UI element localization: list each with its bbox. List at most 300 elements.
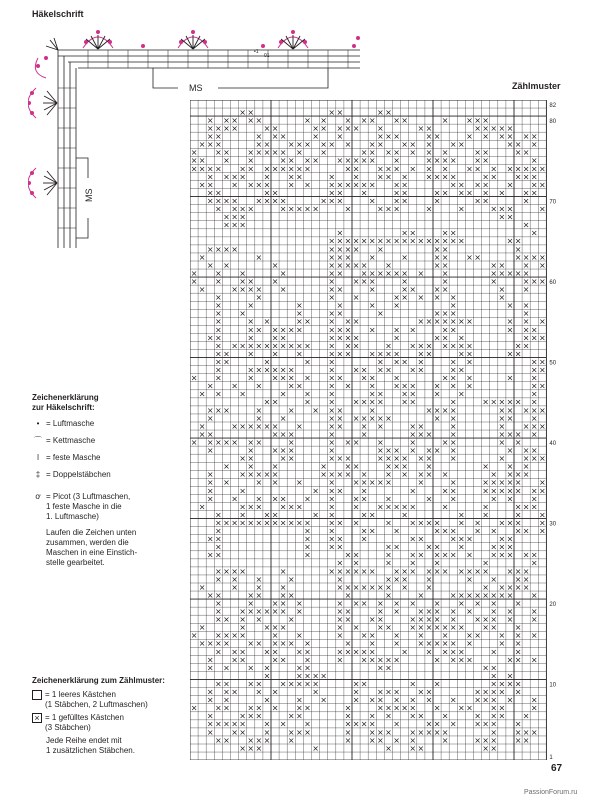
filled-cell: ×	[522, 421, 530, 431]
filled-cell: ×	[328, 172, 336, 182]
filled-cell: ×	[352, 566, 360, 576]
filled-cell: ×	[287, 735, 295, 745]
filled-cell: ×	[425, 719, 433, 729]
filled-cell: ×	[482, 687, 490, 697]
filled-cell: ×	[530, 494, 538, 504]
filled-cell: ×	[279, 196, 287, 206]
filled-cell: ×	[506, 413, 514, 423]
filled-cell: ×	[498, 542, 506, 552]
filled-cell: ×	[401, 196, 409, 206]
filled-cell: ×	[506, 212, 514, 222]
filled-cell: ×	[360, 647, 368, 657]
filled-cell: ×	[466, 703, 473, 713]
filled-cell: ×	[385, 743, 392, 753]
filled-cell: ×	[409, 598, 417, 608]
filled-cell: ×	[417, 454, 425, 464]
filled-cell: ×	[287, 204, 295, 214]
filled-cell: ×	[231, 341, 238, 351]
filled-cell: ×	[425, 687, 433, 697]
filled-cell: ×	[506, 132, 514, 142]
filled-cell: ×	[271, 639, 279, 649]
filled-cell: ×	[376, 244, 384, 254]
filled-cell: ×	[231, 124, 238, 133]
filled-cell: ×	[449, 373, 457, 383]
filled-cell: ×	[441, 631, 449, 641]
filled-cell: ×	[247, 341, 255, 351]
filled-cell: ×	[328, 502, 336, 512]
filled-cell: ×	[360, 494, 368, 504]
filled-cell: ×	[490, 268, 498, 278]
filled-cell: ×	[239, 623, 247, 633]
filled-cell: ×	[393, 115, 400, 125]
filled-cell: ×	[385, 711, 392, 721]
filled-cell: ×	[336, 405, 344, 415]
filled-cell: ×	[441, 236, 449, 246]
filled-cell: ×	[457, 236, 465, 246]
filled-cell: ×	[401, 188, 409, 198]
filled-cell: ×	[538, 405, 546, 415]
filled-cell: ×	[344, 156, 352, 166]
filled-cell: ×	[287, 574, 295, 584]
filled-cell: ×	[506, 405, 514, 415]
filled-cell: ×	[368, 719, 376, 729]
filled-cell: ×	[409, 711, 417, 721]
filled-cell: ×	[376, 607, 384, 616]
filled-cell: ×	[231, 437, 238, 447]
filled-cell: ×	[352, 276, 360, 286]
filled-cell: ×	[255, 325, 263, 335]
filled-cell: ×	[401, 357, 409, 367]
filled-cell: ×	[287, 365, 295, 375]
filled-cell: ×	[360, 486, 368, 496]
filled-cell: ×	[482, 566, 490, 576]
filled-cell: ×	[474, 735, 481, 745]
crochet-chart-title: Häkelschrift	[32, 9, 84, 19]
filled-cell: ×	[376, 164, 384, 174]
filled-cell: ×	[538, 510, 546, 520]
filled-cell: ×	[449, 397, 457, 407]
filled-cell: ×	[441, 285, 449, 294]
filled-cell: ×	[271, 462, 279, 472]
filled-cell: ×	[336, 124, 344, 133]
filled-cell: ×	[449, 478, 457, 488]
filled-cell: ×	[449, 301, 457, 311]
filled-cell: ×	[263, 317, 271, 327]
filled-cell: ×	[376, 502, 384, 512]
filled-cell: ×	[247, 663, 255, 673]
filled-cell: ×	[287, 140, 295, 150]
filled-cell: ×	[482, 462, 490, 472]
filled-cell: ×	[320, 196, 328, 206]
filled-cell: ×	[304, 180, 311, 190]
filled-cell: ×	[514, 236, 522, 246]
filled-cell: ×	[385, 172, 392, 182]
filled-cell: ×	[385, 268, 392, 278]
filled-cell: ×	[425, 462, 433, 472]
filled-cell: ×	[295, 421, 303, 431]
filled-cell: ×	[401, 236, 409, 246]
filled-cell: ×	[352, 317, 360, 327]
filled-cell: ×	[376, 663, 384, 673]
filled-cell: ×	[304, 655, 311, 665]
filled-cell: ×	[506, 615, 514, 625]
filled-cell: ×	[530, 365, 538, 375]
filled-cell: ×	[498, 188, 506, 198]
filled-cell: ×	[328, 268, 336, 278]
filled-cell: ×	[522, 132, 530, 142]
filled-cell: ×	[449, 140, 457, 150]
filled-cell: ×	[304, 518, 311, 528]
filled-cell: ×	[231, 381, 238, 391]
filled-cell: ×	[231, 687, 238, 697]
filled-cell: ×	[231, 212, 238, 222]
filled-cell: ×	[449, 655, 457, 665]
filled-cell: ×	[538, 276, 546, 286]
filled-cell: ×	[409, 446, 417, 455]
filled-cell: ×	[433, 607, 441, 616]
filled-cell: ×	[344, 462, 352, 472]
filled-cell: ×	[360, 365, 368, 375]
filled-cell: ×	[522, 285, 530, 294]
filled-cell: ×	[295, 598, 303, 608]
filled-cell: ×	[336, 196, 344, 206]
filled-cell: ×	[482, 156, 490, 166]
filled-cell: ×	[336, 607, 344, 616]
filled-cell: ×	[304, 719, 311, 729]
filled-cell: ×	[312, 486, 319, 496]
filled-cell: ×	[352, 365, 360, 375]
filled-cell: ×	[190, 164, 198, 174]
filled-cell: ×	[522, 188, 530, 198]
filled-cell: ×	[401, 180, 409, 190]
filled-cell: ×	[538, 518, 546, 528]
filled-cell: ×	[214, 341, 222, 351]
filled-cell: ×	[449, 293, 457, 303]
filled-cell: ×	[255, 132, 263, 142]
filled-cell: ×	[385, 478, 392, 488]
filled-cell: ×	[385, 260, 392, 270]
filled-cell: ×	[360, 115, 368, 125]
filled-cell: ×	[271, 631, 279, 641]
filled-cell: ×	[206, 405, 214, 415]
filled-cell: ×	[295, 607, 303, 616]
filled-cell: ×	[336, 470, 344, 480]
filled-cell: ×	[449, 429, 457, 439]
filled-cell: ×	[425, 317, 433, 327]
filled-cell: ×	[214, 615, 222, 625]
filled-cell: ×	[530, 558, 538, 568]
filled-cell: ×	[223, 156, 230, 166]
filled-cell: ×	[433, 558, 441, 568]
filled-cell: ×	[385, 446, 392, 455]
filled-cell: ×	[409, 285, 417, 294]
filled-cell: ×	[336, 598, 344, 608]
filled-cell: ×	[376, 454, 384, 464]
filled-cell: ×	[433, 389, 441, 399]
filled-cell: ×	[393, 607, 400, 616]
filled-cell: ×	[441, 244, 449, 254]
filled-cell: ×	[441, 115, 449, 125]
filled-cell: ×	[214, 164, 222, 174]
filled-cell: ×	[433, 639, 441, 649]
filled-cell: ×	[498, 454, 506, 464]
filled-cell: ×	[239, 268, 247, 278]
filled-cell: ×	[498, 124, 506, 133]
filled-cell: ×	[328, 236, 336, 246]
legend-text: = Picot (3 Luftmaschen, 1 feste Masche in die 1. Luftmasche)	[46, 492, 131, 521]
filled-cell: ×	[522, 325, 530, 335]
filled-cell: ×	[360, 156, 368, 166]
filled-cell: ×	[295, 341, 303, 351]
filled-cell: ×	[279, 268, 287, 278]
filled-cell: ×	[449, 325, 457, 335]
filled-cell: ×	[514, 582, 522, 592]
filled-cell: ×	[223, 518, 230, 528]
filled-cell: ×	[271, 397, 279, 407]
row-number-label: 30	[549, 521, 557, 528]
filled-cell: ×	[490, 260, 498, 270]
filled-cell: ×	[198, 389, 206, 399]
filled-cell: ×	[417, 743, 425, 753]
filled-cell: ×	[385, 494, 392, 504]
filled-cell: ×	[433, 172, 441, 182]
filled-cell: ×	[214, 132, 222, 142]
filled-cell: ×	[498, 437, 506, 447]
filled-cell: ×	[522, 260, 530, 270]
filled-cell: ×	[214, 518, 222, 528]
filled-cell: ×	[530, 164, 538, 174]
filled-cell: ×	[304, 679, 311, 689]
filled-cell: ×	[417, 639, 425, 649]
filled-cell: ×	[376, 582, 384, 592]
filled-cell: ×	[304, 389, 311, 399]
filled-cell: ×	[360, 413, 368, 423]
filled-cell: ×	[368, 695, 376, 705]
filled-cell: ×	[457, 188, 465, 198]
filled-cell: ×	[376, 615, 384, 625]
filled-cell: ×	[522, 268, 530, 278]
filled-cell: ×	[206, 381, 214, 391]
filled-cell: ×	[304, 373, 311, 383]
filled-cell: ×	[449, 236, 457, 246]
filled-cell: ×	[287, 381, 295, 391]
filled-cell: ×	[441, 711, 449, 721]
filled-cell: ×	[214, 293, 222, 303]
filled-cell: ×	[336, 156, 344, 166]
filled-cell: ×	[393, 381, 400, 391]
filled-cell: ×	[344, 437, 352, 447]
filled-cell: ×	[214, 550, 222, 560]
filled-cell: ×	[409, 365, 417, 375]
filled-cell: ×	[190, 437, 198, 447]
filled-cell: ×	[271, 148, 279, 158]
filled-cell: ×	[279, 454, 287, 464]
filled-cell: ×	[506, 590, 514, 600]
filled-cell: ×	[466, 566, 473, 576]
filled-cell: ×	[441, 373, 449, 383]
ms-label-side: MS	[84, 188, 94, 202]
filled-cell: ×	[401, 389, 409, 399]
filled-cell: ×	[449, 647, 457, 657]
filled-cell: ×	[401, 462, 409, 472]
filled-cell: ×	[255, 478, 263, 488]
filled-cell: ×	[279, 566, 287, 576]
filled-cell: ×	[530, 389, 538, 399]
filled-cell: ×	[514, 244, 522, 254]
filled-cell: ×	[368, 478, 376, 488]
filled-cell: ×	[247, 156, 255, 166]
filled-cell: ×	[506, 349, 514, 359]
filled-cell: ×	[255, 518, 263, 528]
filled-cell: ×	[425, 566, 433, 576]
filled-cell: ×	[490, 470, 498, 480]
filled-cell: ×	[336, 236, 344, 246]
filled-cell: ×	[295, 164, 303, 174]
filled-cell: ×	[206, 124, 214, 133]
filled-cell: ×	[449, 695, 457, 705]
filled-cell: ×	[320, 148, 328, 158]
filled-cell: ×	[474, 148, 481, 158]
filled-cell: ×	[352, 647, 360, 657]
filled-cell: ×	[295, 711, 303, 721]
filled-cell: ×	[490, 695, 498, 705]
filled-cell: ×	[368, 631, 376, 641]
filled-cell: ×	[255, 140, 263, 150]
filled-cell: ×	[328, 188, 336, 198]
filled-cell: ×	[206, 486, 214, 496]
filled-cell: ×	[239, 204, 247, 214]
filled-cell: ×	[449, 454, 457, 464]
filled-cell: ×	[425, 607, 433, 616]
filled-cell: ×	[214, 590, 222, 600]
filled-cell: ×	[336, 309, 344, 319]
filled-cell: ×	[417, 478, 425, 488]
filled-cell: ×	[247, 276, 255, 286]
filled-cell: ×	[376, 140, 384, 150]
filled-cell: ×	[344, 204, 352, 214]
filled-cell: ×	[441, 260, 449, 270]
filled-cell: ×	[279, 502, 287, 512]
filled-cell: ×	[506, 140, 514, 150]
legend-text: = feste Masche	[46, 453, 101, 462]
filled-cell: ×	[449, 413, 457, 423]
legend-text: = Doppelstäbchen	[46, 470, 111, 479]
filled-cell: ×	[401, 293, 409, 303]
filled-cell: ×	[328, 389, 336, 399]
filled-cell: ×	[239, 486, 247, 496]
legend-text: = 1 leeres Kästchen (1 Stäbchen, 2 Luftmaschen)	[45, 690, 148, 709]
filled-cell: ×	[336, 655, 344, 665]
filled-cell: ×	[239, 421, 247, 431]
filled-cell: ×	[214, 437, 222, 447]
legend-text: = Kettmasche	[46, 436, 96, 445]
filled-cell: ×	[255, 405, 263, 415]
filled-cell: ×	[304, 317, 311, 327]
filled-cell: ×	[409, 397, 417, 407]
filled-cell: ×	[506, 268, 514, 278]
filled-cell: ×	[344, 140, 352, 150]
filled-cell: ×	[360, 148, 368, 158]
filled-cell: ×	[368, 413, 376, 423]
filled-cell: ×	[247, 590, 255, 600]
filled-cell: ×	[466, 631, 473, 641]
filled-cell: ×	[247, 703, 255, 713]
filled-cell: ×	[336, 301, 344, 311]
filled-cell: ×	[304, 550, 311, 560]
filled-cell: ×	[498, 429, 506, 439]
filled-cell: ×	[214, 542, 222, 552]
filled-cell: ×	[498, 293, 506, 303]
filled-cell: ×	[393, 631, 400, 641]
legend-item-picot	[32, 492, 130, 522]
filled-cell: ×	[482, 558, 490, 568]
filled-cell: ×	[279, 494, 287, 504]
filled-cell: ×	[393, 325, 400, 335]
filled-cell: ×	[506, 671, 514, 681]
filled-cell: ×	[352, 397, 360, 407]
filled-cell: ×	[206, 188, 214, 198]
filled-cell: ×	[482, 180, 490, 190]
filled-cell: ×	[474, 719, 481, 729]
filled-cell: ×	[522, 405, 530, 415]
filled-cell: ×	[522, 317, 530, 327]
filled-cell: ×	[490, 687, 498, 697]
filled-cell: ×	[368, 510, 376, 520]
filled-cell: ×	[482, 623, 490, 633]
filled-cell: ×	[239, 655, 247, 665]
filled-cell: ×	[393, 188, 400, 198]
filled-cell: ×	[271, 421, 279, 431]
filled-cell: ×	[368, 655, 376, 665]
filled-cell: ×	[239, 470, 247, 480]
filled-cell: ×	[490, 711, 498, 721]
filled-cell: ×	[466, 574, 473, 584]
filled-cell: ×	[376, 309, 384, 319]
filled-cell: ×	[433, 132, 441, 142]
filled-cell: ×	[352, 437, 360, 447]
filled-cell: ×	[336, 421, 344, 431]
filled-cell: ×	[295, 204, 303, 214]
filled-cell: ×	[498, 413, 506, 423]
filled-cell: ×	[417, 631, 425, 641]
filled-cell: ×	[385, 703, 392, 713]
filled-cell: ×	[247, 325, 255, 335]
filled-cell: ×	[328, 293, 336, 303]
filled-cell: ×	[417, 124, 425, 133]
filled-cell: ×	[279, 429, 287, 439]
filled-cell: ×	[490, 164, 498, 174]
dot-icon: •	[36, 419, 40, 428]
filled-cell: ×	[263, 124, 271, 133]
filled-cell: ×	[433, 719, 441, 729]
filled-cell: ×	[312, 124, 319, 133]
filled-cell: ×	[223, 462, 230, 472]
filled-cell: ×	[522, 574, 530, 584]
filled-cell: ×	[376, 389, 384, 399]
filled-cell: ×	[344, 582, 352, 592]
filled-cell: ×	[433, 244, 441, 254]
filled-cell: ×	[457, 518, 465, 528]
filled-cell: ×	[401, 510, 409, 520]
filled-cell: ×	[368, 615, 376, 625]
filled-cell: ×	[457, 655, 465, 665]
filled-cell: ×	[393, 333, 400, 343]
filled-cell: ×	[449, 341, 457, 351]
filled-cell: ×	[214, 140, 222, 150]
filled-cell: ×	[506, 317, 514, 327]
filled-cell: ×	[514, 148, 522, 158]
filled-cell: ×	[328, 325, 336, 335]
